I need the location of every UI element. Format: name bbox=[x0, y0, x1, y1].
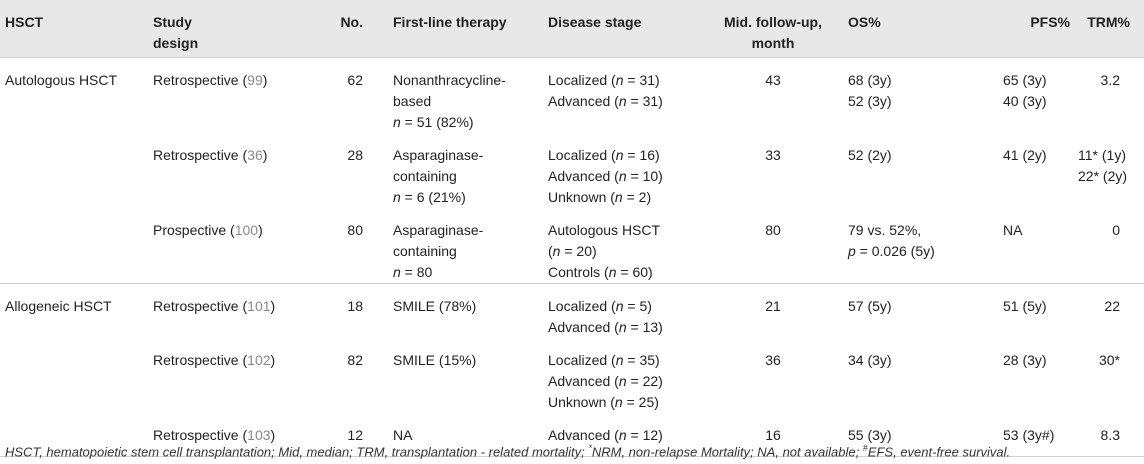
os-line: 68 (3y) bbox=[848, 71, 892, 88]
footnote-text-1: HSCT, hematopoietic stem cell transplantation; Mid, median; TRM, transplantation - related mortality; bbox=[5, 444, 589, 460]
cell-first-line-therapy bbox=[393, 57, 548, 133]
header-no: No. bbox=[340, 14, 363, 30]
patient-count: 80 bbox=[347, 221, 363, 238]
study-design: Retrospective bbox=[153, 71, 239, 88]
reference-link[interactable]: 103 bbox=[247, 426, 271, 443]
cell-disease-stage bbox=[548, 208, 698, 284]
os-line: 57 (5y) bbox=[848, 297, 892, 314]
study-design: Prospective bbox=[153, 221, 227, 238]
table-row bbox=[0, 338, 1144, 413]
therapy-line: SMILE (78%) bbox=[393, 297, 477, 314]
study-design: Retrospective bbox=[153, 297, 239, 314]
stage-line: Unknown (n = 2) bbox=[548, 188, 652, 205]
os-line: 34 (3y) bbox=[848, 351, 892, 368]
os-line: 52 (3y) bbox=[848, 92, 892, 109]
cell-disease-stage bbox=[548, 283, 698, 338]
footnote-text-3: EFS, event-free survival. bbox=[867, 444, 1011, 460]
footnote-sup-1: * bbox=[588, 443, 592, 453]
patient-count: 62 bbox=[347, 71, 363, 88]
header-row bbox=[0, 0, 1144, 57]
header-follow-up-line2: month bbox=[751, 35, 795, 51]
os-line: 79 vs. 52%, bbox=[848, 221, 922, 238]
cell-os bbox=[848, 57, 1003, 133]
stage-line: Advanced (n = 22) bbox=[548, 372, 663, 389]
cell-follow-up bbox=[698, 338, 848, 413]
table-row bbox=[0, 283, 1144, 338]
therapy-line: n = 80 bbox=[393, 263, 433, 280]
reference-link[interactable]: 101 bbox=[247, 297, 271, 314]
follow-up-months: 21 bbox=[765, 297, 781, 314]
cell-hsct bbox=[0, 208, 153, 284]
follow-up-months: 36 bbox=[765, 351, 781, 368]
therapy-line: Nonanthracycline- bbox=[393, 71, 506, 88]
trm-line: 0 bbox=[1112, 221, 1120, 238]
stage-line: Localized (n = 35) bbox=[548, 351, 660, 368]
cell-trm bbox=[1078, 57, 1144, 133]
cell-pfs bbox=[1003, 338, 1078, 413]
cell-first-line-therapy bbox=[393, 283, 548, 338]
header-first-line-therapy: First-line therapy bbox=[393, 14, 507, 30]
cell-hsct bbox=[0, 283, 153, 338]
trm-line: 8.3 bbox=[1100, 426, 1120, 443]
study-design: Retrospective bbox=[153, 351, 239, 368]
study-design: Retrospective bbox=[153, 426, 239, 443]
reference-link[interactable]: 100 bbox=[234, 221, 259, 238]
patient-count: 82 bbox=[347, 351, 363, 368]
patient-count: 18 bbox=[347, 297, 363, 314]
stage-line: Autologous HSCT bbox=[548, 221, 661, 238]
cell-no bbox=[313, 208, 393, 284]
header-disease-stage: Disease stage bbox=[548, 14, 642, 30]
table-row bbox=[0, 133, 1144, 208]
cell-follow-up bbox=[698, 208, 848, 284]
pfs-line: 51 (5y) bbox=[1003, 297, 1047, 314]
pfs-line: 28 (3y) bbox=[1003, 351, 1047, 368]
therapy-line: Asparaginase- bbox=[393, 146, 484, 163]
cell-study-design: Retrospective (36) bbox=[153, 146, 268, 163]
follow-up-months: 80 bbox=[765, 221, 781, 238]
cell-follow-up bbox=[698, 57, 848, 133]
cell-os bbox=[848, 208, 1003, 284]
trm-line: 30* bbox=[1098, 351, 1120, 368]
cell-trm bbox=[1078, 338, 1144, 413]
cell-pfs bbox=[1003, 133, 1078, 208]
trm-line: 22* (2y) bbox=[1078, 167, 1128, 184]
cell-study-design: Retrospective (102) bbox=[153, 351, 276, 368]
cell-pfs bbox=[1003, 413, 1078, 457]
stage-line: Advanced (n = 10) bbox=[548, 167, 663, 184]
stage-line: (n = 20) bbox=[548, 242, 597, 259]
trm-line: 3.2 bbox=[1100, 71, 1120, 88]
stage-line: Localized (n = 31) bbox=[548, 71, 660, 88]
pfs-line: 41 (2y) bbox=[1003, 146, 1047, 163]
therapy-line: based bbox=[393, 92, 432, 109]
therapy-line: containing bbox=[393, 242, 457, 259]
cell-hsct bbox=[0, 133, 153, 208]
footnote-sup-2: # bbox=[862, 443, 868, 453]
cell-study-design: Retrospective (101) bbox=[153, 283, 313, 338]
patient-count: 28 bbox=[347, 146, 363, 163]
pfs-line: 53 (3y#) bbox=[1003, 426, 1055, 443]
stage-line: Unknown (n = 25) bbox=[548, 393, 659, 410]
cell-study-design: Retrospective (99) bbox=[153, 57, 313, 133]
cell-no bbox=[313, 283, 393, 338]
reference-link[interactable]: 36 bbox=[247, 146, 263, 163]
therapy-line: SMILE (15%) bbox=[393, 351, 477, 368]
cell-trm bbox=[1078, 413, 1144, 457]
cell-disease-stage bbox=[548, 133, 698, 208]
trm-line: 11* (1y) bbox=[1078, 146, 1126, 163]
cell-first-line-therapy bbox=[393, 208, 548, 284]
stage-line: Advanced (n = 31) bbox=[548, 92, 663, 109]
hsct-type: Autologous HSCT bbox=[5, 71, 118, 88]
therapy-line: Asparaginase- bbox=[393, 221, 484, 238]
header-study-design-line1: Study bbox=[153, 14, 192, 30]
cell-pfs bbox=[1003, 57, 1078, 133]
follow-up-months: 16 bbox=[765, 426, 781, 443]
header-trm: TRM% bbox=[1087, 14, 1130, 30]
cell-hsct bbox=[0, 338, 153, 413]
cell-os bbox=[848, 283, 1003, 338]
header-pfs: PFS% bbox=[1030, 14, 1070, 30]
cell-follow-up bbox=[698, 133, 848, 208]
cell-trm bbox=[1078, 208, 1144, 284]
os-line: 52 (2y) bbox=[848, 146, 892, 163]
header-follow-up-line1: Mid. follow-up, bbox=[724, 14, 822, 30]
cell-pfs bbox=[1003, 283, 1078, 338]
cell-first-line-therapy bbox=[393, 133, 548, 208]
cell-os bbox=[848, 338, 1003, 413]
header-study-design bbox=[153, 0, 313, 57]
header-follow-up bbox=[698, 0, 848, 57]
cell-disease-stage bbox=[548, 57, 698, 133]
cell-pfs bbox=[1003, 208, 1078, 284]
cell-follow-up bbox=[698, 283, 848, 338]
table-footnote bbox=[5, 443, 1010, 459]
stage-line: Advanced (n = 12) bbox=[548, 426, 663, 443]
therapy-line: n = 51 (82%) bbox=[393, 113, 474, 130]
therapy-line: n = 6 (21%) bbox=[393, 188, 466, 205]
patient-count: 12 bbox=[347, 426, 363, 443]
cell-study-design: Prospective (100) bbox=[153, 221, 263, 238]
table-body bbox=[0, 57, 1144, 456]
cell-trm bbox=[1078, 133, 1144, 208]
pfs-line: NA bbox=[1003, 221, 1023, 238]
os-line: p = 0.026 (5y) bbox=[848, 242, 935, 259]
footnote-text-2: NRM, non-relapse Mortality; NA, not available; bbox=[591, 444, 863, 460]
therapy-line: NA bbox=[393, 426, 413, 443]
hsct-type: Allogeneic HSCT bbox=[5, 297, 112, 314]
reference-link[interactable]: 99 bbox=[247, 71, 263, 88]
cell-disease-stage bbox=[548, 338, 698, 413]
cell-first-line-therapy bbox=[393, 338, 548, 413]
header-hsct: HSCT bbox=[5, 14, 44, 30]
reference-link[interactable]: 102 bbox=[247, 351, 271, 368]
therapy-line: containing bbox=[393, 167, 457, 184]
follow-up-months: 43 bbox=[765, 71, 781, 88]
cell-no bbox=[313, 133, 393, 208]
cell-trm bbox=[1078, 283, 1144, 338]
stage-line: Controls (n = 60) bbox=[548, 263, 653, 280]
cell-os bbox=[848, 133, 1003, 208]
table-row bbox=[0, 57, 1144, 133]
stage-line: Advanced (n = 13) bbox=[548, 318, 663, 335]
pfs-line: 65 (3y) bbox=[1003, 71, 1047, 88]
stage-line: Localized (n = 5) bbox=[548, 297, 652, 314]
table-row bbox=[0, 208, 1144, 284]
pfs-line: 40 (3y) bbox=[1003, 92, 1047, 109]
cell-no bbox=[313, 57, 393, 133]
cell-hsct bbox=[0, 57, 153, 133]
header-os: OS% bbox=[848, 14, 881, 30]
trm-line: 22 bbox=[1104, 297, 1120, 314]
cell-study-design: Retrospective (103) bbox=[153, 413, 313, 457]
cell-no bbox=[313, 338, 393, 413]
follow-up-months: 33 bbox=[765, 146, 781, 163]
study-design: Retrospective bbox=[153, 146, 239, 163]
stage-line: Localized (n = 16) bbox=[548, 146, 660, 163]
header-study-design-line2: design bbox=[153, 35, 199, 51]
os-line: 55 (3y) bbox=[848, 426, 892, 443]
